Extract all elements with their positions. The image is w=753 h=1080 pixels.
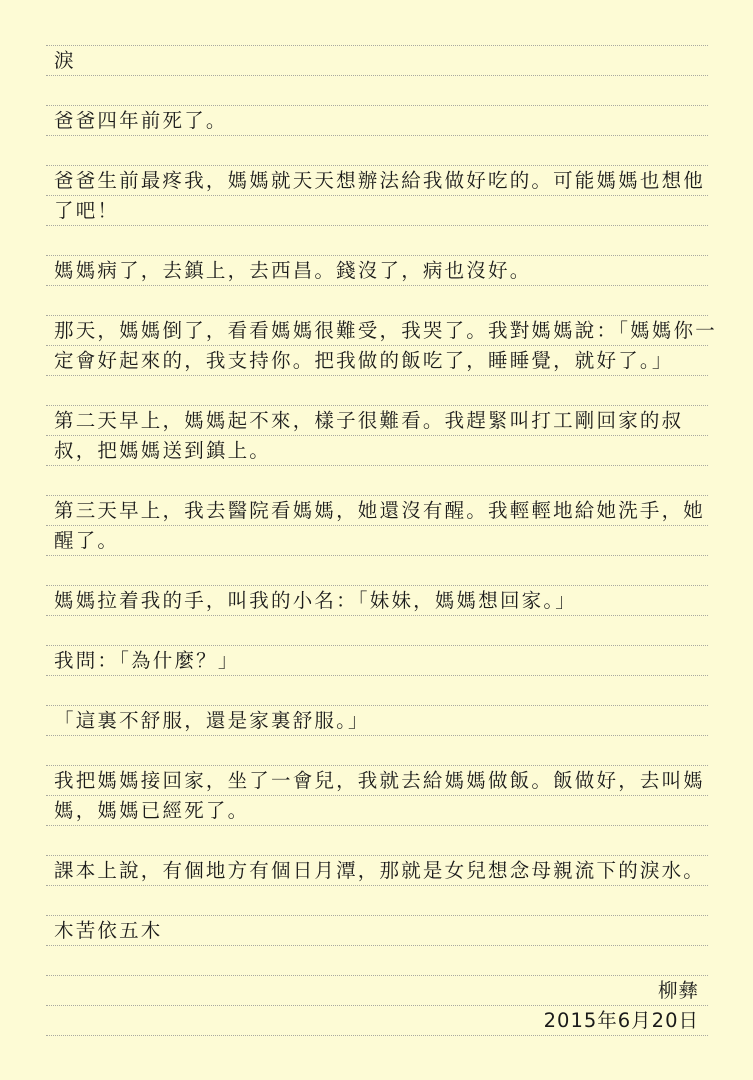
paragraph-6-line-2: 醒了。 (54, 529, 120, 552)
paragraph-2-line-1: 爸爸生前最疼我，媽媽就天天想辦法給我做好吃的。可能媽媽也想他 (54, 169, 706, 192)
paragraph-5-line-1: 第二天早上，媽媽起不來，樣子很難看。我趕緊叫打工剛回家的叔 (54, 409, 684, 432)
paragraph-4-line-1: 那天，媽媽倒了，看看媽媽很難受，我哭了。我對媽媽說：「媽媽你一 (54, 319, 717, 342)
paragraph-3-line-1: 媽媽病了，去鎮上，去西昌。錢沒了，病也沒好。 (54, 259, 532, 282)
paragraph-4-line-2: 定會好起來的，我支持你。把我做的飯吃了，睡睡覺，就好了。」 (54, 349, 674, 372)
essay-title: 淚 (54, 49, 76, 72)
paragraph-6-line-1: 第三天早上，我去醫院看媽媽，她還沒有醒。我輕輕地給她洗手，她 (54, 499, 706, 522)
paragraph-7-line-1: 媽媽拉着我的手，叫我的小名：「妹妹，媽媽想回家。」 (54, 589, 578, 612)
paragraph-10-line-2: 媽，媽媽已經死了。 (54, 799, 250, 822)
paragraph-2-line-2: 了吧！ (54, 199, 120, 222)
paragraph-10-line-1: 我把媽媽接回家，坐了一會兒，我就去給媽媽做飯。飯做好，去叫媽 (54, 769, 706, 792)
paragraph-9-line-1: 「這裏不舒服，還是家裏舒服。」 (54, 709, 370, 732)
signature: 柳彝 (657, 979, 699, 1002)
paragraph-11-line-1: 課本上說，有個地方有個日月潭，那就是女兒想念母親流下的淚水。 (54, 859, 706, 882)
date: 2015年6月20日 (543, 1009, 699, 1032)
author-line: 木苦依五木 (54, 919, 163, 942)
paragraph-8-line-1: 我問：「為什麼？」 (54, 649, 240, 672)
paragraph-5-line-2: 叔，把媽媽送到鎮上。 (54, 439, 272, 462)
paragraph-1-line-1: 爸爸四年前死了。 (54, 109, 228, 132)
